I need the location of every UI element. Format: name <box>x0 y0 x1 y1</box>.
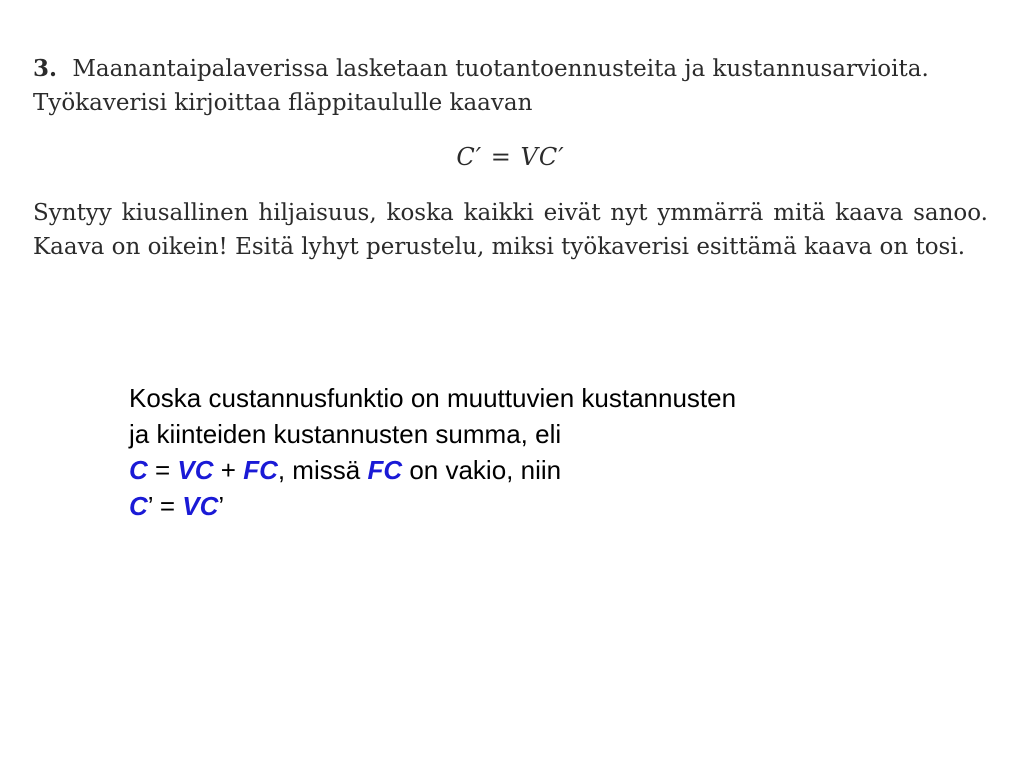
problem-line-2: Työkaverisi kirjoittaa fläppitaululle kaavan <box>33 90 533 116</box>
problem-intro <box>33 52 988 120</box>
prime-1: ’ <box>147 491 153 521</box>
problem-line-1: Maanantaipalaverissa lasketaan tuotantoennusteita ja kustannusarvioita. <box>72 56 929 82</box>
prime-2: ’ <box>218 491 225 521</box>
var-c: C <box>129 455 148 485</box>
problem-formula: C′ = VC′ <box>456 143 565 171</box>
problem-number: 3. <box>33 55 58 82</box>
plus-sign: + <box>213 455 244 485</box>
equals-sign: = <box>147 455 178 485</box>
var-fc: FC <box>243 455 278 485</box>
var-vc-derivative: VC <box>182 491 219 521</box>
connector-text: , missä <box>277 455 368 485</box>
answer-text <box>129 380 959 524</box>
answer-equation-2 <box>129 488 959 524</box>
problem-paragraph-2: Syntyy kiusallinen hiljaisuus, koska kaikki eivät nyt ymmärrä mitä kaava sanoo. Kaava on oikein! Esitä lyhyt perustelu, miksi työkaverisi esittämä kaava on tosi. <box>33 200 988 260</box>
answer-line-1: Koska custannusfunktio on muuttuvien kustannusten <box>129 383 737 413</box>
answer-equation-1 <box>129 452 959 488</box>
var-fc-2: FC <box>367 455 403 485</box>
problem-statement <box>33 52 988 264</box>
tail-text: on vakio, niin <box>402 455 562 485</box>
var-c-derivative: C <box>129 491 148 521</box>
answer-line-2: ja kiinteiden kustannusten summa, eli <box>129 419 562 449</box>
var-vc: VC <box>177 455 214 485</box>
equals-sign-2: = <box>152 491 183 521</box>
